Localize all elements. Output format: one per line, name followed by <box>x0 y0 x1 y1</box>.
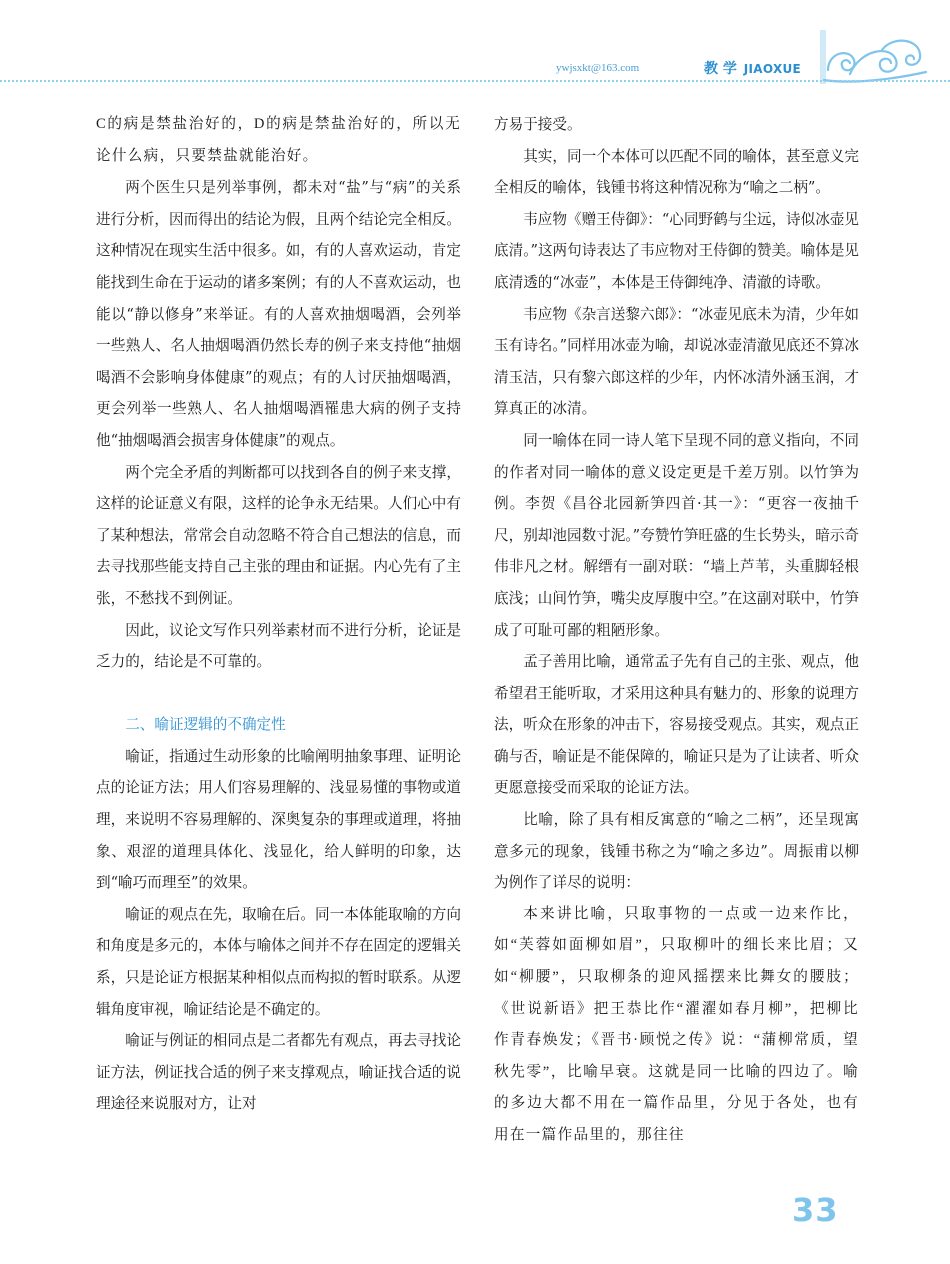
left-paragraph-2: 两个医生只是列举事例，都未对“盐”与“病”的关系进行分析，因而得出的结论为假，且两个结论完全相反。这种情况在现实生活中很多。如，有的人喜欢运动，肯定能找到生命在于运动的诸多案例；有的人不喜欢运动，也能以“静以修身”来举证。有的人喜欢抽烟喝酒，会列举一些熟人、名人抽烟喝酒仍然长寿的例子来支持他“抽烟喝酒不会影响身体健康”的观点；有的人讨厌抽烟喝酒，更会列举一些熟人、名人抽烟喝酒罹患大病的例子支持他“抽烟喝酒会损害身体健康”的观点。 <box>96 179 461 449</box>
left-paragraph-5: 喻证，指通过生动形象的比喻阐明抽象事理、证明论点的论证方法；用人们容易理解的、浅显易懂的事物或道理，来说明不容易理解的、深奥复杂的事理或道理，将抽象、艰涩的道理具体化、浅显化，给人鲜明的印象，达到“喻巧而理至”的效果。 <box>96 747 461 892</box>
right-paragraph-6: 比喻，除了具有相反寓意的“喻之二柄”，还呈现寓意多元的现象，钱锺书称之为“喻之多边”。周振甫以柳为例作了详尽的说明： <box>494 811 859 892</box>
section-heading: 二、喻证逻辑的不确定性 <box>125 716 286 734</box>
right-paragraph-1: 其实，同一个本体可以匹配不同的喻体，甚至意义完全相反的喻体，钱锺书将这种情况称为“喻之二柄”。 <box>494 147 859 197</box>
header-section-label <box>704 58 801 78</box>
header-section-cn: 教 学 <box>704 61 737 77</box>
right-paragraph-4: 同一喻体在同一诗人笔下呈现不同的意义指向，不同的作者对同一喻体的意义设定更是千差万别。以竹笋为例。李贺《昌谷北园新笋四首·其一》：“更容一夜抽千尺，别却池园数寸泥。”夸赞竹笋旺盛的生长势头，暗示奇伟非凡之材。解缙有一副对联：“墙上芦苇，头重脚轻根底浅；山间竹笋，嘴尖皮厚腹中空。”在这副对联中，竹笋成了可耻可鄙的粗陋形象。 <box>494 431 860 639</box>
right-paragraph-0: 方易于接受。 <box>494 116 582 133</box>
right-column <box>494 109 859 1152</box>
right-paragraph-7-quote: 本来讲比喻，只取事物的一点或一边来作比，如“芙蓉如面柳如眉”，只取柳叶的细长来比眉；又如“柳腰”，只取柳条的迎风摇摆来比舞女的腰肢；《世说新语》把王恭比作“濯濯如春月柳”，把柳比作青春焕发；《晋书·顾悦之传》说：“蒲柳常质，望秋先零”，比喻早衰。这就是同一比喻的四边了。喻的多边大都不用在一篇作品里，分见于各处，也有用在一篇作品里的，那往往 <box>494 905 859 1143</box>
header-divider <box>0 80 950 82</box>
right-paragraph-5: 孟子善用比喻，通常孟子先有自己的主张、观点，他希望君王能听取，才采用这种具有魅力的、形象的说理方法，听众在形象的冲击下，容易接受观点。其实，观点正确与否，喻证是不能保障的，喻证只是为了让读者、听众更愿意接受而采取的论证方法。 <box>494 653 859 797</box>
left-paragraph-3: 两个完全矛盾的判断都可以找到各自的例子来支撑，这样的论证意义有限，这样的论争永无结果。人们心中有了某种想法，常常会自动忽略不符合自己想法的信息，而去寻找那些能支持自己主张的理由和证据。内心先有了主张，不愁找不到例证。 <box>96 463 461 607</box>
header-section-latin: JIAOXUE <box>743 62 802 76</box>
left-paragraph-1: C的病是禁盐治好的，D的病是禁盐治好的，所以无论什么病，只要禁盐就能治好。 <box>96 116 461 164</box>
left-paragraph-4: 因此，议论文写作只列举素材而不进行分析，论证是乏力的，结论是不可靠的。 <box>96 621 461 671</box>
header-email: ywjsxkt@163.com <box>556 62 640 74</box>
cloud-swirl-icon <box>820 30 930 86</box>
right-paragraph-2: 韦应物《赠王侍御》：“心同野鹤与尘远，诗似冰壶见底清。”这两句诗表达了韦应物对王侍御的赞美。喻体是见底清透的“冰壶”，本体是王侍御纯净、清澈的诗歌。 <box>494 210 860 291</box>
right-paragraph-3: 韦应物《杂言送黎六郎》：“冰壶见底未为清，少年如玉有诗名。”同样用冰壶为喻，却说冰壶清澈见底还不算冰清玉洁，只有黎六郎这样的少年，内怀冰清外涵玉润，才算真正的冰清。 <box>494 305 860 418</box>
left-paragraph-7: 喻证与例证的相同点是二者都先有观点，再去寻找论证方法，例证找合适的例子来支撑观点，喻证找合适的说理途径来说服对方，让对 <box>96 1032 461 1113</box>
left-paragraph-6: 喻证的观点在先，取喻在后。同一本体能取喻的方向和角度是多元的，本体与喻体之间并不存在固定的逻辑关系，只是论证方根据某种相似点而构拟的暂时联系。从逻辑角度审视，喻证结论是不确定的。 <box>96 905 461 1018</box>
page-number: 33 <box>792 1191 839 1229</box>
left-column <box>96 109 461 1120</box>
